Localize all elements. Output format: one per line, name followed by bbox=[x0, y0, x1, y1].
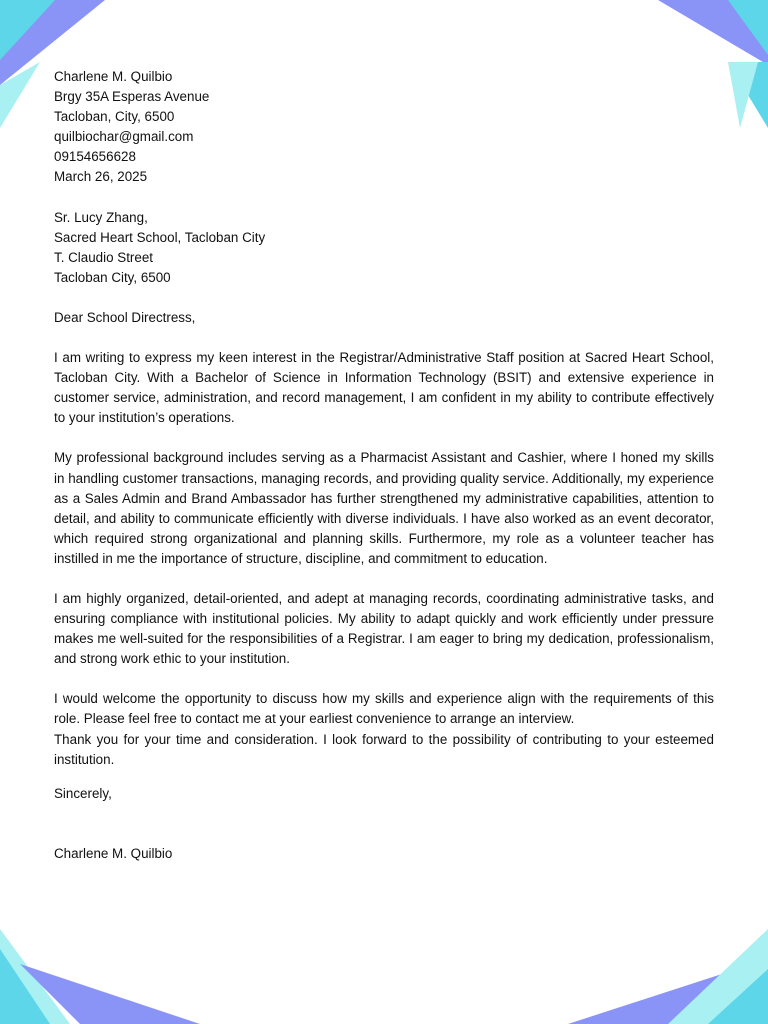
recipient-name: Sr. Lucy Zhang, bbox=[54, 209, 148, 225]
sender-name: Charlene M. Quilbio bbox=[54, 69, 173, 84]
cover-letter bbox=[54, 67, 714, 864]
recipient-organization: Sacred Heart School, Tacloban City bbox=[54, 229, 266, 245]
body-paragraph-5: Thank you for your time and consideration. I look forward to the possibility of contributing to your esteemed institution. bbox=[54, 731, 714, 767]
salutation: Dear School Directress, bbox=[54, 309, 196, 325]
body-paragraph-1: I am writing to express my keen interest in the Registrar/Administrative Staff position at Sacred Heart School, Tacloban City. With a Bachelor of Science in Information Technology (BSIT) and extensive experience in customer service, administration, and record management, I am confident in my ability to contribute effectively to your institution’s operations. bbox=[54, 350, 714, 426]
letter-date: March 26, 2025 bbox=[54, 169, 148, 185]
body-paragraph-4: I would welcome the opportunity to discuss how my skills and experience align with the requirements of this role. Please feel free to contact me at your earliest convenience to arrange an interview. bbox=[54, 691, 714, 727]
signature-name: Charlene M. Quilbio bbox=[54, 845, 173, 861]
corner-decoration-bottom-right bbox=[568, 929, 768, 1024]
sender-city: Tacloban, City, 6500 bbox=[54, 109, 175, 125]
recipient-city: Tacloban City, 6500 bbox=[54, 269, 171, 285]
sender-phone: 09154656628 bbox=[54, 149, 136, 165]
body-paragraph-3: I am highly organized, detail-oriented, and adept at managing records, coordinating administrative tasks, and ensuring compliance with institutional policies. My ability to adapt quickly and work efficiently under pressure makes me well-suited for the responsibilities of a Registrar. I am eager to bring my dedication, professionalism, and strong work ethic to your institution. bbox=[54, 590, 714, 667]
sender-address: Brgy 35A Esperas Avenue bbox=[54, 89, 210, 105]
recipient-block bbox=[54, 208, 714, 288]
corner-decoration-bottom-left bbox=[0, 929, 200, 1024]
closing: Sincerely, bbox=[54, 785, 112, 801]
sender-block bbox=[54, 67, 714, 188]
body-paragraph-2: My professional background includes serving as a Pharmacist Assistant and Cashier, where I honed my skills in handling customer transactions, managing records, and providing quality service. Additionally, my experience as a Sales Admin and Brand Ambassador has further strengthened my administrative capabilities, attention to detail, and ability to communicate efficiently with diverse individuals. I have also worked as an event decorator, which required strong organizational and planning skills. Furthermore, my role as a volunteer teacher has instilled in me the importance of structure, discipline, and commitment to education. bbox=[54, 450, 714, 566]
recipient-street: T. Claudio Street bbox=[54, 249, 153, 265]
sender-email: quilbiochar@gmail.com bbox=[54, 129, 194, 145]
